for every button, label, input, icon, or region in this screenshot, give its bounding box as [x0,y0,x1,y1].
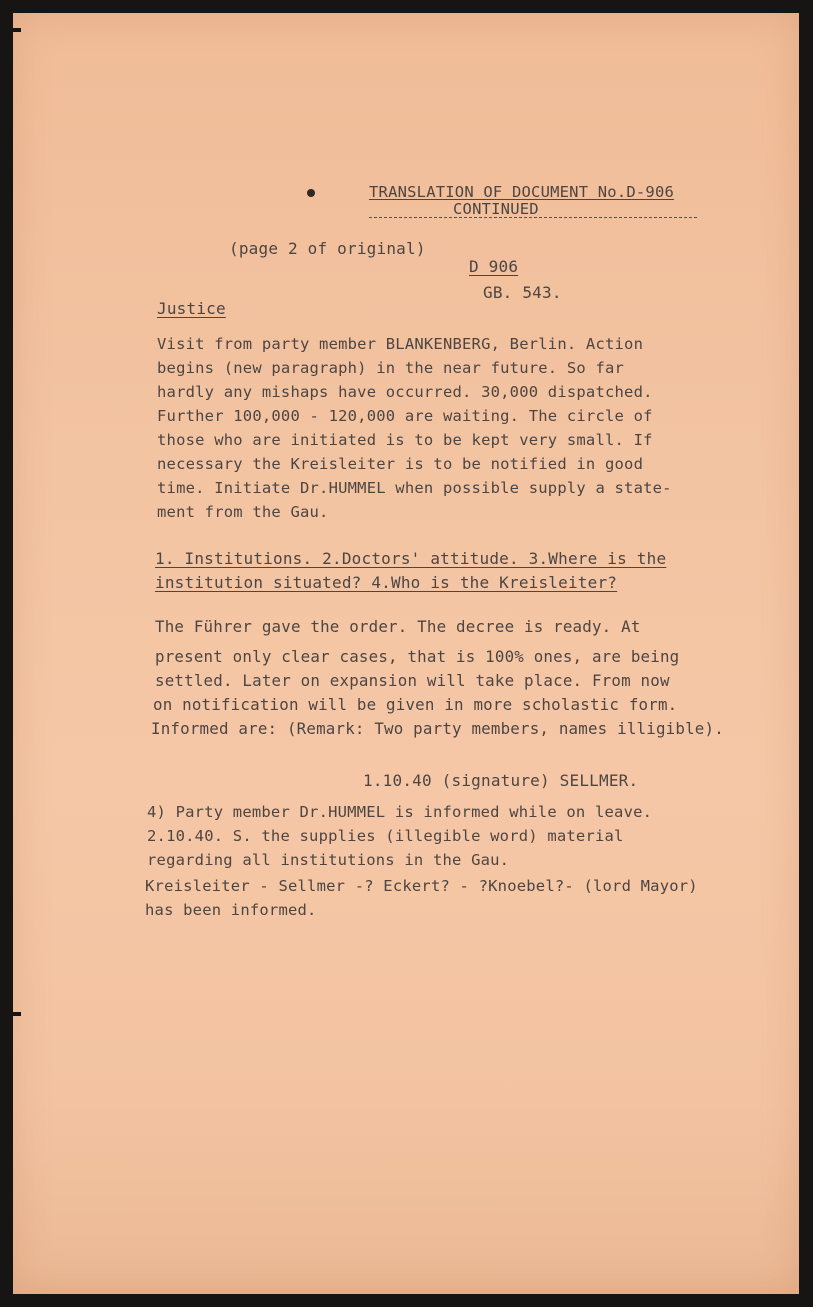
paragraph-line: Informed are: (Remark: Two party members, names illigible). [151,719,724,738]
document-page [13,13,799,1294]
paragraph-line: hardly any mishaps have occurred. 30,000 dispatched. [157,383,653,401]
paragraph-line: Further 100,000 - 120,000 are waiting. The circle of [157,407,653,425]
points-line: 1. Institutions. 2.Doctors' attitude. 3.Where is the [155,549,667,568]
paragraph-line: those who are initiated is to be kept very small. If [157,431,653,449]
paragraph-line: present only clear cases, that is 100% ones, are being [155,647,680,666]
section-heading-justice: Justice [157,299,226,318]
paragraph-line: on notification will be given in more scholastic form. [153,695,678,714]
document-title-line1: TRANSLATION OF DOCUMENT No.D-906 [369,183,675,201]
paragraph-line: settled. Later on expansion will take place. From now [155,671,670,690]
document-number: D 906 [469,257,519,276]
document-title-line2: CONTINUED [453,200,539,218]
paragraph-line: has been informed. [145,901,317,919]
paragraph-line: Visit from party member BLANKENBERG, Berlin. Action [157,335,644,353]
paragraph-line: time. Initiate Dr.HUMMEL when possible supply a state- [157,479,672,497]
signature-line: 1.10.40 (signature) SELLMER. [363,771,639,790]
page-reference: (page 2 of original) [229,239,426,258]
paragraph-line: Kreisleiter - Sellmer -? Eckert? - ?Knoebel?- (lord Mayor) [145,877,698,895]
paragraph-line: regarding all institutions in the Gau. [147,851,510,869]
paragraph-line: necessary the Kreisleiter is to be notified in good [157,455,644,473]
paragraph-line: begins (new paragraph) in the near future. So far [157,359,625,377]
paragraph-line: 2.10.40. S. the supplies (illegible word) material [147,827,624,845]
points-line: institution situated? 4.Who is the Kreisleiter? [155,573,618,592]
edge-tick-mark [13,1012,21,1016]
title-dashed-rule [369,217,697,218]
gb-number: GB. 543. [483,283,562,302]
paragraph-line: ment from the Gau. [157,503,329,521]
paragraph-line: 4) Party member Dr.HUMMEL is informed while on leave. [147,803,653,821]
edge-tick-mark [13,28,21,32]
paragraph-line: The Führer gave the order. The decree is ready. At [155,617,641,636]
ink-dot-mark [307,189,315,197]
